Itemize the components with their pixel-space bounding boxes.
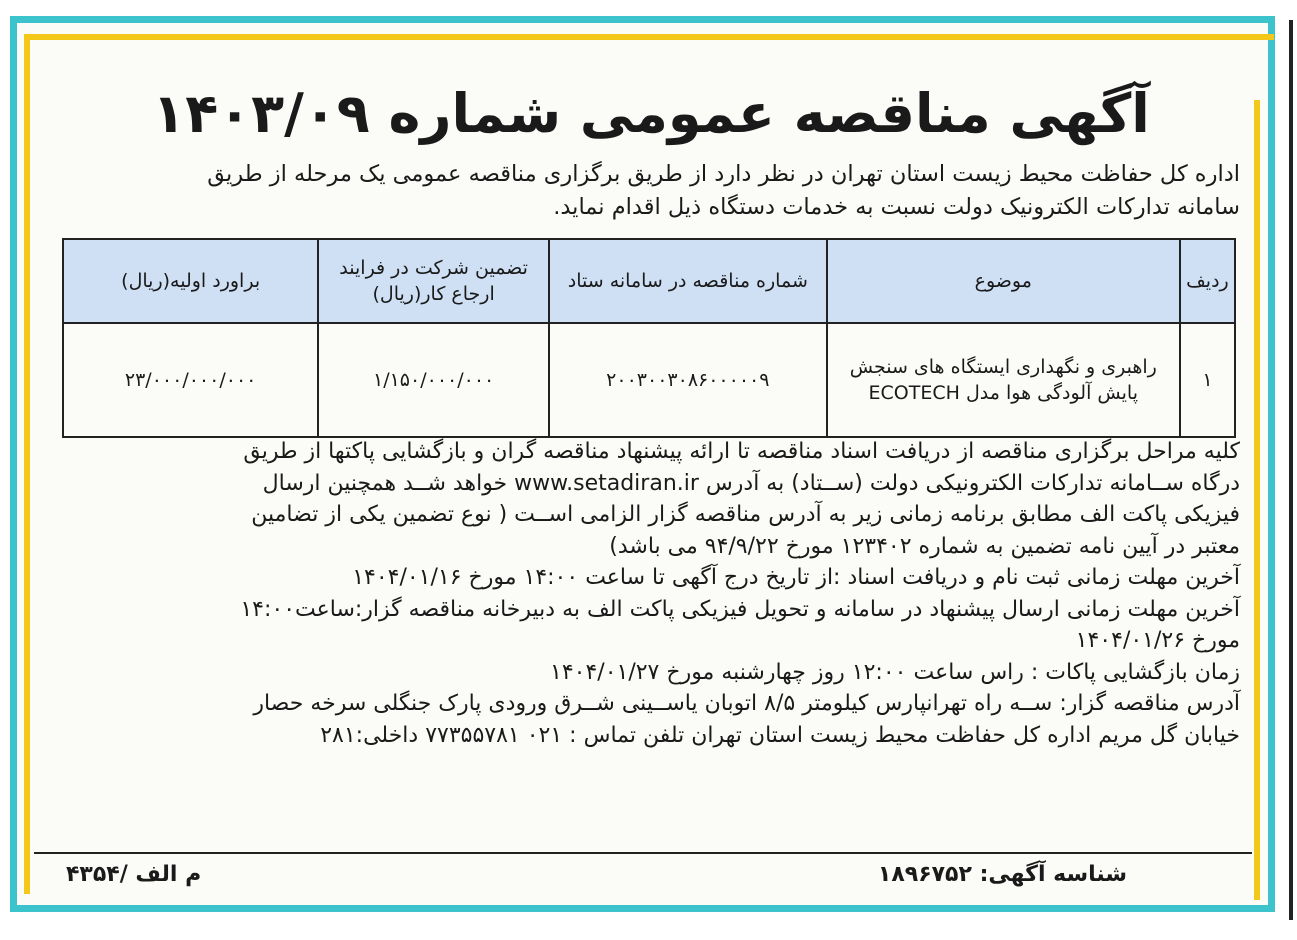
header-row-number: ردیف: [1180, 239, 1235, 323]
notice-content: [62, 74, 1240, 748]
intro-line-2: سامانه تدارکات الکترونیک دولت نسبت به خدمات دستگاه ذیل اقدام نماید.: [553, 194, 1240, 220]
table-row: [63, 323, 1235, 437]
page-edge-line: [1289, 20, 1293, 920]
details-line-10: خیابان گل مریم اداره کل حفاظت محیط زیست استان تهران تلفن تماس : ۰۲۱ ۷۷۳۵۵۷۸۱ داخلی:۲۸۱: [320, 722, 1240, 748]
details-line-2: درگاه ســامانه تدارکات الکترونیکی دولت (ســتاد) به آدرس www.setadiran.ir خواهد شــد همچنین ارسال: [262, 470, 1240, 496]
cell-row-number: ۱: [1180, 323, 1235, 437]
yellow-border-top: [24, 34, 1274, 40]
details-line-6: آخرین مهلت زمانی ارسال پیشنهاد در سامانه و تحویل فیزیکی پاکت الف به دبیرخانه مناقصه گزار:ساعت۱۴:۰۰: [240, 596, 1240, 622]
intro-line-1: اداره کل حفاظت محیط زیست استان تهران در نظر دارد از طریق برگزاری مناقصه عمومی یک مرحله از طریق: [207, 161, 1240, 187]
details-line-7: مورخ ۱۴۰۴/۰۱/۲۶: [1075, 628, 1240, 653]
ad-code: م الف /۴۳۵۴: [66, 862, 202, 887]
footer-divider: [34, 852, 1252, 854]
details-line-5: آخرین مهلت زمانی ثبت نام و دریافت اسناد :از تاریخ درج آگهی تا ساعت ۱۴:۰۰ مورخ ۱۴۰۴/۰۱/۱۶: [352, 565, 1240, 590]
intro-paragraph: [62, 158, 1240, 224]
header-estimate: براورد اولیه(ریال): [63, 239, 318, 323]
ad-id: شناسه آگهی: ۱۸۹۶۷۵۲: [877, 862, 1127, 887]
details-line-1: کلیه مراحل برگزاری مناقصه از دریافت اسناد مناقصه تا ارائه پیشنهاد مناقصه گران و بازگشایی پاکتها از طریق: [243, 439, 1240, 464]
header-guarantee: تضمین شرکت در فرایند ارجاع کار(ریال): [318, 239, 549, 323]
details-line-3: فیزیکی پاکت الف مطابق برنامه زمانی زیر به آدرس مناقصه گزار الزامی اســت ( نوع تضمین یکی از تضامین: [251, 502, 1240, 527]
notice-title: آگهی مناقصه عمومی شماره ۱۴۰۳/۰۹: [152, 82, 1150, 145]
header-tender-number: شماره مناقصه در سامانه ستاد: [549, 239, 827, 323]
details-line-9: آدرس مناقصه گزار: ســه راه تهرانپارس کیلومتر ۸/۵ اتوبان یاســینی شــرق ورودی پارک جنگلی سرخه حصار: [253, 691, 1240, 716]
cell-estimate: ۲۳/۰۰۰/۰۰۰/۰۰۰: [63, 323, 318, 437]
details-line-8: زمان بازگشایی پاکات : راس ساعت ۱۲:۰۰ روز چهارشنبه مورخ ۱۴۰۴/۰۱/۲۷: [550, 659, 1240, 685]
yellow-border-right: [1254, 100, 1260, 900]
cell-guarantee: ۱/۱۵۰/۰۰۰/۰۰۰: [318, 323, 549, 437]
tender-table: [62, 238, 1236, 438]
yellow-border-left: [24, 34, 30, 894]
table-header-row: [63, 239, 1235, 323]
tender-details: [62, 436, 1240, 751]
cell-subject: راهبری و نگهداری ایستگاه های سنجش پایش آلودگی هوا مدل ECOTECH: [827, 323, 1180, 437]
cell-tender-number: ۲۰۰۳۰۰۳۰۸۶۰۰۰۰۰۹: [549, 323, 827, 437]
details-line-4: معتبر در آیین نامه تضمین به شماره ۱۲۳۴۰۲ مورخ ۹۴/۹/۲۲ می باشد): [609, 533, 1240, 559]
header-subject: موضوع: [827, 239, 1180, 323]
